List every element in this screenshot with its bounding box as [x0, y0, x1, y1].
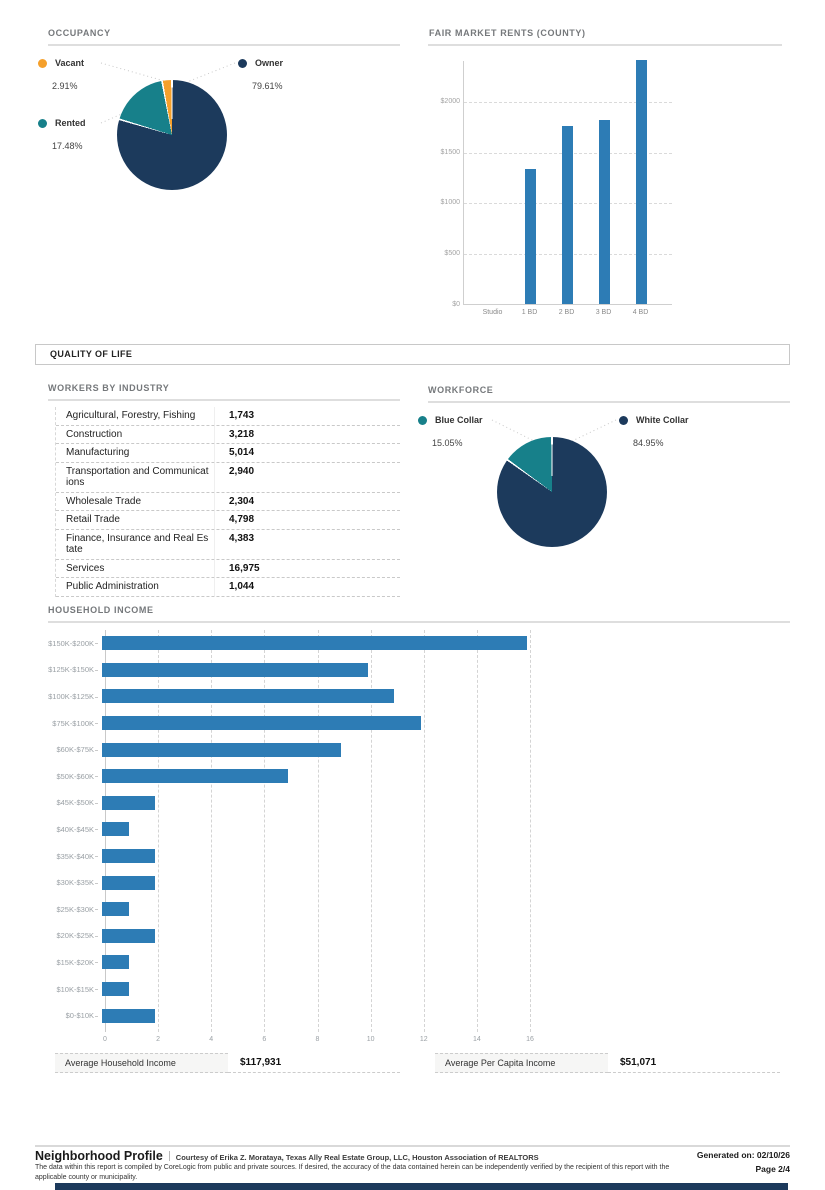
table-row	[56, 463, 400, 493]
fmr-title: FAIR MARKET RENTS (COUNTY)	[429, 28, 586, 38]
hhi-row	[48, 843, 530, 870]
stat-label: Average Per Capita Income	[435, 1053, 608, 1073]
hhi-track	[102, 955, 527, 969]
hhi-bar	[102, 822, 129, 836]
fmr-bar-2-bd	[562, 126, 573, 304]
hhi-track	[102, 663, 527, 677]
hhi-title: HOUSEHOLD INCOME	[48, 605, 154, 615]
industry-label: Retail Trade	[66, 514, 120, 525]
hhi-track	[102, 743, 527, 757]
hhi-gridline	[530, 630, 531, 1032]
hhi-track	[102, 929, 527, 943]
legend-pct-blue-collar: 15.05%	[432, 438, 463, 448]
industry-label: Services	[66, 562, 105, 574]
hhi-xtick-label: 14	[472, 1036, 481, 1043]
occupancy-title-underline	[48, 44, 400, 46]
disclaimer-text: The data within this report is compiled by CoreLogic from public and private sources. If desired, the accuracy of the data contained herein can be independently verified by the recipient of this report with the applicable county or municipality.	[35, 1164, 670, 1181]
hhi-category-label: $10K-$15K	[48, 985, 100, 994]
legend-pct-rented: 17.48%	[52, 141, 83, 151]
page-number: Page 2/4	[755, 1164, 790, 1174]
industry-label: Construction	[66, 428, 123, 440]
occupancy-title: OCCUPANCY	[48, 28, 111, 38]
wbi-title: WORKERS BY INDUSTRY	[48, 383, 170, 393]
hhi-xtick-label: 6	[262, 1036, 267, 1043]
hhi-row	[48, 976, 530, 1003]
stat-average-per-capita-income	[435, 1053, 780, 1073]
blue-collar-dot-icon	[418, 416, 427, 425]
legend-label-vacant: Vacant	[55, 58, 85, 68]
hhi-xtick-label: 4	[209, 1036, 214, 1043]
hhi-category-label: $125K-$150K	[48, 665, 100, 674]
hhi-track	[102, 716, 527, 730]
table-row	[56, 407, 400, 426]
hhi-row	[48, 736, 530, 763]
fmr-ytick-label: $500	[444, 250, 460, 258]
fmr-title-underline	[428, 44, 782, 46]
industry-label: Transportation and Communications	[66, 465, 209, 488]
hhi-bar	[102, 636, 527, 650]
hhi-track	[102, 689, 527, 703]
workers-by-industry-section	[48, 380, 400, 592]
table-row	[56, 511, 400, 530]
hhi-xtick-label: 10	[366, 1036, 375, 1043]
legend-label-owner: Owner	[255, 58, 284, 68]
hhi-bar	[102, 1009, 155, 1023]
table-row	[56, 493, 400, 512]
hhi-row	[48, 710, 530, 737]
legend-item-vacant	[38, 58, 84, 68]
fmr-plot-area	[463, 61, 672, 305]
rented-dot-icon	[38, 119, 47, 128]
hhi-xtick-label: 0	[103, 1036, 107, 1043]
hhi-row	[48, 657, 530, 684]
hhi-bar	[102, 769, 288, 783]
stat-label: Average Household Income	[55, 1053, 228, 1073]
industry-value: 3,218	[214, 426, 400, 444]
industry-value: 2,940	[214, 463, 400, 492]
legend-label-blue-collar: Blue Collar	[435, 415, 483, 425]
generated-date: Generated on: 02/10/26	[696, 1150, 790, 1160]
hhi-category-label: $35K-$40K	[48, 852, 100, 861]
table-row	[56, 578, 400, 597]
fmr-bar-1-bd	[525, 169, 536, 304]
hhi-category-label: $45K-$50K	[48, 798, 100, 807]
hhi-bar	[102, 982, 129, 996]
hhi-category-label: $20K-$25K	[48, 931, 100, 940]
fmr-bar-4-bd	[636, 60, 647, 304]
hhi-row	[48, 923, 530, 950]
hhi-rows	[48, 630, 530, 1029]
hhi-bar	[102, 849, 155, 863]
legend-pct-owner: 79.61%	[252, 81, 283, 91]
fmr-xtick-label: Studio	[482, 309, 503, 316]
industry-label: Public Administration	[66, 581, 159, 592]
table-row	[56, 530, 400, 560]
fmr-ytick-label: $1500	[440, 148, 460, 156]
hhi-row	[48, 869, 530, 896]
legend-label-white-collar: White Collar	[636, 415, 689, 425]
workforce-title-underline	[428, 401, 790, 403]
occupancy-leader-lines	[35, 25, 403, 315]
fmr-bar-3-bd	[599, 120, 610, 304]
hhi-bar	[102, 955, 129, 969]
footer-accent-bar	[55, 1183, 788, 1190]
owner-dot-icon	[238, 59, 247, 68]
hhi-row	[48, 949, 530, 976]
industry-value: 1,743	[214, 407, 400, 425]
industry-value: 2,304	[214, 493, 400, 511]
stat-value: $117,931	[228, 1053, 400, 1073]
hhi-bar	[102, 902, 129, 916]
fmr-y-axis	[420, 61, 460, 308]
hhi-bar	[102, 929, 155, 943]
hhi-category-label: $50K-$60K	[48, 772, 100, 781]
hhi-row	[48, 683, 530, 710]
hhi-category-label: $30K-$35K	[48, 878, 100, 887]
hhi-row	[48, 1002, 530, 1029]
hhi-row	[48, 816, 530, 843]
hhi-bar	[102, 663, 368, 677]
workforce-pie-chart	[497, 437, 607, 547]
hhi-title-underline	[48, 621, 790, 623]
hhi-xtick-label: 16	[526, 1036, 534, 1043]
fmr-xtick-label: 1 BD	[521, 309, 538, 316]
workforce-title: WORKFORCE	[428, 385, 494, 395]
hhi-x-axis	[103, 1036, 534, 1048]
occupancy-section	[35, 25, 403, 315]
hhi-category-label: $15K-$20K	[48, 958, 100, 967]
fmr-ytick-label: $2000	[440, 97, 460, 105]
fmr-xtick-label: 4 BD	[632, 309, 649, 316]
industry-value: 1,044	[214, 578, 400, 596]
hhi-track	[102, 636, 527, 650]
household-income-section	[48, 602, 790, 1050]
legend-item-owner	[238, 58, 283, 68]
fmr-ytick-label: $1000	[440, 199, 460, 207]
industry-value: 16,975	[214, 560, 400, 578]
legend-item-blue-collar	[418, 415, 483, 425]
quality-of-life-banner: QUALITY OF LIFE	[35, 344, 790, 365]
footer-title-row	[35, 1149, 539, 1163]
hhi-category-label: $25K-$30K	[48, 905, 100, 914]
footer-divider	[35, 1145, 790, 1147]
hhi-xtick-label: 2	[156, 1036, 161, 1043]
legend-item-rented	[38, 118, 86, 128]
table-row	[56, 560, 400, 579]
household-income-chart	[48, 630, 790, 1055]
hhi-bar	[102, 689, 394, 703]
hhi-track	[102, 982, 527, 996]
industry-label: Agricultural, Forestry, Fishing	[66, 410, 196, 421]
industry-label: Manufacturing	[66, 447, 130, 458]
hhi-row	[48, 790, 530, 817]
footer-separator	[169, 1151, 170, 1161]
hhi-row	[48, 896, 530, 923]
vacant-dot-icon	[38, 59, 47, 68]
hhi-xtick-label: 8	[315, 1036, 320, 1043]
hhi-category-label: $75K-$100K	[48, 719, 100, 728]
hhi-xtick-label: 12	[419, 1036, 428, 1043]
fmr-ytick-label: $0	[452, 301, 460, 308]
legend-label-rented: Rented	[55, 118, 86, 128]
hhi-track	[102, 796, 527, 810]
hhi-bar	[102, 716, 421, 730]
industry-label: Wholesale Trade	[66, 495, 142, 507]
table-row	[56, 426, 400, 445]
legend-pct-vacant: 2.91%	[52, 81, 78, 91]
legend-item-white-collar	[619, 415, 689, 425]
stat-value: $51,071	[608, 1053, 780, 1073]
wbi-title-underline	[48, 399, 400, 401]
courtesy-text: Courtesy of Erika Z. Morataya, Texas Ally Real Estate Group, LLC, Houston Association of REALTORS	[175, 1153, 539, 1162]
hhi-category-label: $40K-$45K	[48, 825, 100, 834]
workforce-section	[410, 382, 790, 577]
hhi-track	[102, 849, 527, 863]
hhi-track	[102, 769, 527, 783]
legend-pct-white-collar: 84.95%	[633, 438, 664, 448]
hhi-row	[48, 763, 530, 790]
hhi-track	[102, 902, 527, 916]
hhi-row	[48, 630, 530, 657]
table-row	[56, 444, 400, 463]
industry-label: Finance, Insurance and Real Estate	[66, 532, 209, 555]
hhi-bar	[102, 743, 341, 757]
workers-by-industry-table	[55, 407, 400, 597]
occupancy-pie-chart	[117, 80, 227, 190]
industry-value: 4,383	[214, 530, 400, 559]
fmr-xtick-label: 2 BD	[558, 309, 575, 316]
hhi-track	[102, 1009, 527, 1023]
hhi-bar	[102, 876, 155, 890]
industry-value: 5,014	[214, 444, 400, 462]
hhi-track	[102, 822, 527, 836]
hhi-category-label: $0-$10K	[48, 1011, 100, 1020]
stat-average-household-income	[55, 1053, 400, 1073]
fmr-x-axis	[463, 309, 672, 321]
hhi-category-label: $100K-$125K	[48, 692, 100, 701]
hhi-category-label: $150K-$200K	[48, 639, 100, 648]
hhi-track	[102, 876, 527, 890]
report-title: Neighborhood Profile	[35, 1149, 163, 1163]
fair-market-rents-section	[420, 25, 790, 325]
white-collar-dot-icon	[619, 416, 628, 425]
fmr-xtick-label: 3 BD	[595, 309, 612, 316]
hhi-bar	[102, 796, 155, 810]
industry-value: 4,798	[214, 511, 400, 529]
hhi-category-label: $60K-$75K	[48, 745, 100, 754]
